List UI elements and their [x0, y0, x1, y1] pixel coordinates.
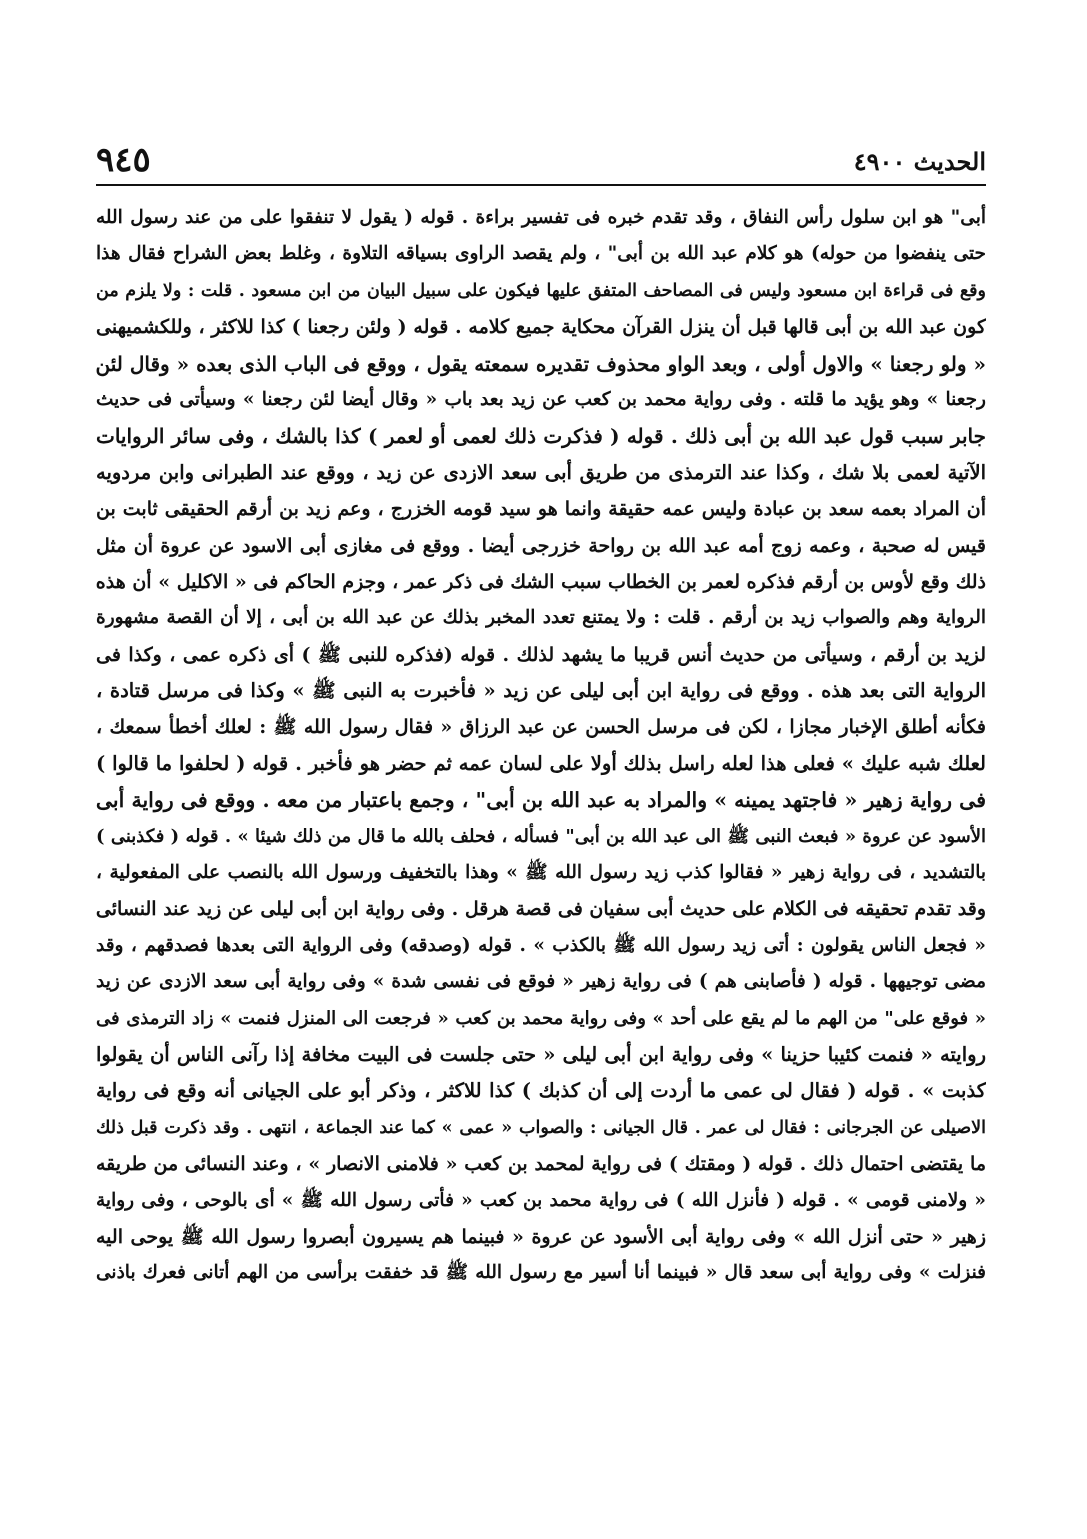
text-line: الرواية وهم والصواب زيد بن أرقم . قلت : ولا يمتنع تعدد المخبر بذلك عن عبد الله بن أبى ، إلا أن القصة مشهورة — [96, 607, 986, 629]
text-line: رجعنا » وهو يؤيد ما قلته . وفى رواية محمد بن كعب عن زيد بعد باب « وقال أيضا لئن رجعنا » وسيأتى فى حديث — [96, 388, 986, 410]
text-line: روايته « فنمت كئيبا حزينا » وفى رواية ابن أبى ليلى « حتى جلست فى البيت مخافة إذا رآنى الناس أن يقولوا — [96, 1042, 986, 1066]
text-line: لعلك شبه عليك » فعلى هذا لعله راسل بذلك أولا على لسان عمه ثم حضر هو فأخبر . قوله ( لحلفوا ما قالوا ) — [96, 751, 986, 775]
page-number: ٩٤٥ — [96, 140, 151, 180]
text-line: ما يقتضى احتمال ذلك . قوله ( ومقتك ) فى رواية لمحمد بن كعب « فلامنى الانصار » ، وعند النسائى من طريقه — [96, 1153, 986, 1176]
text-line: ذلك وقع لأوس بن أرقم فذكره لعمر بن الخطاب سبب الشك فى ذكر عمر ، وجزم الحاكم فى « الاكليل » أن هذه — [96, 570, 986, 593]
body-text — [96, 200, 986, 1292]
text-line: زهير « حتى أنزل الله » وفى رواية أبى الأسود عن عروة « فبينما هم يسيرون أبصروا رسول الله ﷺ يوحى اليه — [96, 1225, 986, 1248]
text-line: جابر سبب قول عبد الله بن أبى ذلك . قوله ( فذكرت ذلك لعمى أو لعمر ) كذا بالشك ، وفى سائر الروايات — [96, 424, 986, 449]
text-line: فكأنه أطلق الإخبار مجازا ، لكن فى مرسل الحسن عن عبد الرزاق « فقال رسول الله ﷺ : لعلك أخطأ سمعك ، — [96, 716, 986, 739]
text-line: لزيد بن أرقم ، وسيأتى من حديث أنس قريبا ما يشهد لذلك . قوله (فذكره للنبى ﷺ ) أى ذكره عمى ، وكذا فى — [96, 643, 986, 666]
text-line: مضى توجيهها . قوله ( فأصابنى هم ) فى رواية زهير « فوقع فى نفسى شدة » وفى رواية أبى سعد الازدى عن زيد — [96, 971, 986, 993]
text-line: « ولو رجعنا » والاول أولى ، وبعد الواو محذوف تقديره سمعته يقول ، ووقع فى الباب الذى بعده « وقال لئن — [96, 351, 986, 376]
text-line: الاصيلى عن الجرجانى : فقال لى عمر . قال الجيانى : والصواب « عمى » كما عند الجماعة ، انتهى . وقد ذكرت قبل ذلك — [96, 1117, 986, 1138]
text-line: « ولامنى قومى » . قوله ( فأنزل الله ) فى رواية محمد بن كعب « فأتى رسول الله ﷺ » أى بالوحى ، وفى رواية — [96, 1189, 986, 1211]
text-line: « فجعل الناس يقولون : أتى زيد رسول الله ﷺ بالكذب » . قوله (وصدقه) وفى الرواية التى بعدها فصدقهم ، وقد — [96, 934, 986, 956]
running-head: الحديث ٤٩٠٠ — [853, 147, 986, 176]
text-line: وقع فى قراءة ابن مسعود وليس فى المصاحف المتفق عليها فيكون على سبيل البيان من ابن مسعود . قلت : ولا يلزم من — [96, 280, 986, 301]
text-line: كذبت » . قوله ( فقال لى عمى ما أردت إلى أن كذبك ) كذا للاكثر ، وذكر أبو على الجيانى أنه وقع فى رواية — [96, 1079, 986, 1103]
text-line: أن المراد بعمه سعد بن عبادة وليس عمه حقيقة وانما هو سيد قومه الخزرج ، وعم زيد بن أرقم الحقيقى ثابت بن — [96, 498, 986, 521]
page-header — [96, 140, 986, 186]
text-line: بالتشديد ، فى رواية زهير « فقالوا كذب زيد رسول الله ﷺ » وهذا بالتخفيف ورسول الله بالنصب على المفعولية ، — [96, 862, 986, 884]
text-line: أبى" هو ابن سلول رأس النفاق ، وقد تقدم خبره فى تفسير براءة . قوله ( يقول لا تنفقوا على من عند رسول الله — [96, 207, 986, 228]
text-line: فنزلت » وفى رواية أبى سعد قال « فبينما أنا أسير مع رسول الله ﷺ قد خفقت برأسى من الهم أتانى فعرك باذنى — [96, 1262, 986, 1284]
text-line: الرواية التى بعد هذه . ووقع فى رواية ابن أبى ليلى عن زيد « فأخبرت به النبى ﷺ » وكذا فى مرسل قتادة ، — [96, 679, 986, 703]
text-line: وقد تقدم تحقيقه فى الكلام على حديث أبى سفيان فى قصة هرقل . وفى رواية ابن أبى ليلى عن زيد عند النسائى — [96, 898, 986, 921]
text-line: قيس له صحبة ، وعمه زوج أمه عبد الله بن رواحة خزرجى أيضا . ووقع فى مغازى أبى الاسود عن عروة أن مثل — [96, 534, 986, 557]
text-line: فى رواية زهير « فاجتهد يمينه » والمراد به عبد الله بن أبى" ، وجمع باعتبار من معه . ووقع فى رواية أبى — [96, 788, 986, 813]
text-line: الآتية لعمى بلا شك ، وكذا عند الترمذى من طريق أبى سعد الازدى عن زيد ، ووقع عند الطبرانى وابن مردويه — [96, 460, 986, 484]
text-line: كون عبد الله بن أبى قالها قبل أن ينزل القرآن محكاية جميع كلامه . قوله ( ولئن رجعنا ) كذا للاكثر ، وللكشميهنى — [96, 316, 986, 339]
text-line: الأسود عن عروة « فبعث النبى ﷺ الى عبد الله بن أبى" فسأله ، فحلف بالله ما قال من ذلك شيئا » . قوله ( فكذبنى ) — [96, 825, 986, 847]
text-line: حتى ينفضوا من حوله) هو كلام عبد الله بن أبى" ، ولم يقصد الراوى بسياقه التلاوة ، وغلط بعض الشراح فقال هذا — [96, 243, 986, 265]
text-line: « فوقع على" من الهم ما لم يقع على أحد » وفى رواية محمد بن كعب « فرجعت الى المنزل فنمت » زاد الترمذى فى — [96, 1007, 986, 1029]
